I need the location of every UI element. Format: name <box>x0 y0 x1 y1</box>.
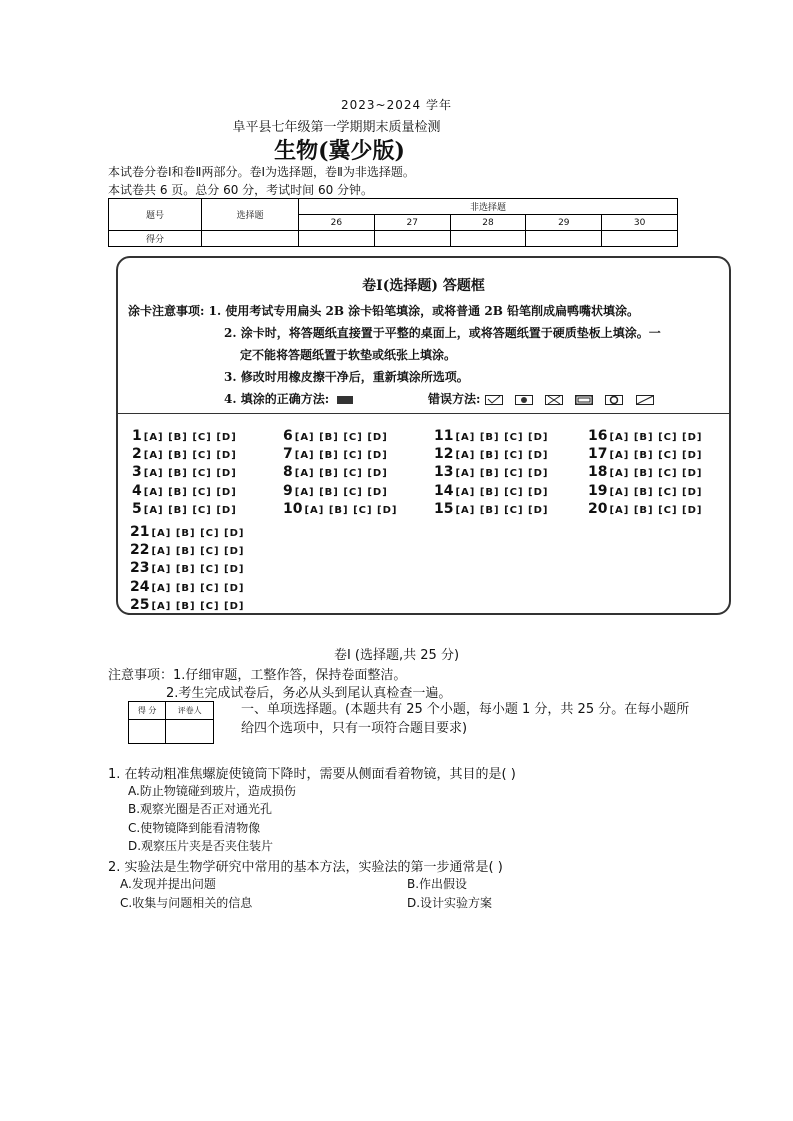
answer-options[interactable]: [A] [B] [C] [D] <box>143 468 237 480</box>
answer-row-1[interactable] <box>132 428 237 444</box>
notice-1: 注意事项：1.仔细审题，工整作答，保持卷面整洁。 <box>108 668 407 683</box>
question-1-option-b[interactable]: B.观察光圈是否正对通光孔 <box>128 802 273 816</box>
answer-number: 1 <box>132 428 142 444</box>
answer-row-13[interactable] <box>434 464 549 480</box>
answer-options[interactable]: [A] [B] [C] [D] <box>294 432 388 443</box>
answer-sheet-box <box>116 256 731 615</box>
answer-options[interactable]: [A] [B] [C] [D] <box>609 486 703 498</box>
score-col-number: 30 <box>602 215 678 231</box>
answer-options[interactable]: [A] [B] [C] [D] <box>609 468 703 480</box>
question-2-stem: 2. 实验法是生物学研究中常用的基本方法，实验法的第一步通常是( ) <box>108 860 503 875</box>
answer-row-23[interactable] <box>130 560 245 576</box>
answer-number: 24 <box>130 578 150 595</box>
answer-number: 7 <box>283 446 293 463</box>
answer-number: 6 <box>283 428 293 444</box>
note-2a: 2. 涂卡时，将答题纸直接置于平整的桌面上，或将答题纸置于硬质垫板上填涂。一 <box>224 326 661 340</box>
answer-options[interactable]: [A] [B] [C] [D] <box>609 504 703 516</box>
grader-table <box>128 701 214 744</box>
answer-options[interactable]: [A] [B] [C] [D] <box>151 528 245 539</box>
score-cell[interactable] <box>202 231 299 247</box>
answer-number: 16 <box>588 428 608 444</box>
answer-number: 15 <box>434 500 454 517</box>
answer-number: 18 <box>588 464 608 481</box>
score-col-number: 27 <box>374 215 450 231</box>
answer-options[interactable]: [A] [B] [C] [D] <box>455 486 549 498</box>
answer-row-25[interactable] <box>130 597 245 613</box>
answer-number: 11 <box>434 428 454 444</box>
cross-mark-icon <box>545 395 563 405</box>
answer-options[interactable]: [A] [B] [C] [D] <box>304 504 398 516</box>
question-2-option-c[interactable]: C.收集与问题相关的信息 <box>120 896 253 910</box>
answer-options[interactable]: [A] [B] [C] [D] <box>143 432 237 443</box>
answer-options[interactable]: [A] [B] [C] [D] <box>151 600 245 612</box>
question-2-option-a[interactable]: A.发现并提出问题 <box>120 877 216 891</box>
answer-row-4[interactable] <box>132 483 237 499</box>
answer-row-24[interactable] <box>130 579 245 595</box>
grader-name-header: 评卷人 <box>166 702 214 720</box>
answer-row-15[interactable] <box>434 501 549 517</box>
question-1-option-d[interactable]: D.观察压片夹是否夹住装片 <box>128 839 274 853</box>
answer-row-11[interactable] <box>434 428 549 444</box>
notice-2: 2.考生完成试卷后，务必从头到尾认真检查一遍。 <box>166 686 452 701</box>
answer-row-10[interactable] <box>283 501 398 517</box>
answer-row-14[interactable] <box>434 483 549 499</box>
note-3: 3. 修改时用橡皮擦干净后，重新填涂所选项。 <box>224 370 469 384</box>
score-col-number: 28 <box>450 215 526 231</box>
answer-options[interactable]: [A] [B] [C] [D] <box>455 468 549 480</box>
circle-fill-icon <box>605 395 623 405</box>
answer-row-9[interactable] <box>283 483 388 499</box>
answer-options[interactable]: [A] [B] [C] [D] <box>609 432 703 443</box>
answer-number: 14 <box>434 482 454 499</box>
note-4 <box>224 390 353 407</box>
score-cell[interactable] <box>299 231 375 247</box>
answer-number: 19 <box>588 482 608 499</box>
answer-options[interactable]: [A] [B] [C] [D] <box>151 564 245 576</box>
answer-number: 3 <box>132 464 142 481</box>
score-table <box>108 198 678 247</box>
answer-number: 5 <box>132 500 142 517</box>
wrong-label: 错误方法: <box>428 392 481 406</box>
answer-row-19[interactable] <box>588 483 703 499</box>
answer-options[interactable]: [A] [B] [C] [D] <box>151 582 245 594</box>
answer-number: 4 <box>132 482 142 499</box>
note-1: 1. 使用考试专用扁头 2B 涂卡铅笔填涂，或将普通 2B 铅笔削成扁鸭嘴状填涂。 <box>208 304 640 318</box>
answer-row-8[interactable] <box>283 464 388 480</box>
score-cell[interactable] <box>602 231 678 247</box>
score-col-number: 26 <box>299 215 375 231</box>
answer-number: 2 <box>132 446 142 463</box>
wrong-methods <box>428 390 662 407</box>
answer-options[interactable]: [A] [B] [C] [D] <box>455 450 549 462</box>
answer-options[interactable]: [A] [B] [C] [D] <box>143 450 237 462</box>
intro-line-2: 本试卷共 6 页。总分 60 分，考试时间 60 分钟。 <box>108 183 374 197</box>
answer-options[interactable]: [A] [B] [C] [D] <box>143 504 237 516</box>
part-one-instructions: 一、单项选择题。(本题共有 25 个小题，每小题 1 分，共 25 分。在每小题所给四个选项中，只有一项符合题目要求) <box>241 702 690 736</box>
question-1-stem: 1. 在转动粗准焦螺旋使镜筒下降时，需要从侧面看着物镜，其目的是( ) <box>108 767 516 782</box>
score-cell[interactable] <box>450 231 526 247</box>
question-1-option-a[interactable]: A.防止物镜碰到玻片，造成损伤 <box>128 784 296 798</box>
note-label-text: 涂卡注意事项: <box>128 304 205 318</box>
answer-options[interactable]: [A] [B] [C] [D] <box>455 432 549 443</box>
answer-number: 23 <box>130 560 150 577</box>
score-header-feixuanze: 非选择题 <box>299 199 678 215</box>
answer-options[interactable]: [A] [B] [C] [D] <box>151 546 245 558</box>
grader-score-header: 得 分 <box>129 702 166 720</box>
answer-row-20[interactable] <box>588 501 703 517</box>
answer-options[interactable]: [A] [B] [C] [D] <box>294 468 388 480</box>
answer-number: 25 <box>130 596 150 613</box>
section-title: 卷Ⅰ (选择题,共 25 分) <box>333 648 460 663</box>
score-row-defen: 得分 <box>109 231 202 247</box>
outline-fill-icon <box>575 395 593 405</box>
academic-year: 2023~2024 学年 <box>341 98 452 112</box>
answer-options[interactable]: [A] [B] [C] [D] <box>609 450 703 462</box>
answer-number: 10 <box>283 500 303 517</box>
correct-fill-icon <box>337 396 353 404</box>
intro-line-1: 本试卷分卷Ⅰ和卷Ⅱ两部分。卷Ⅰ为选择题，卷Ⅱ为非选择题。 <box>108 165 415 179</box>
grader-name-cell[interactable] <box>166 720 214 744</box>
answer-row-17[interactable] <box>588 446 703 462</box>
question-1-option-c[interactable]: C.使物镜降到能看清物像 <box>128 821 261 835</box>
answer-row-16[interactable] <box>588 428 703 444</box>
score-header-tihao: 题号 <box>109 199 202 231</box>
answer-box-divider <box>118 413 729 414</box>
answer-row-12[interactable] <box>434 446 549 462</box>
answer-number: 17 <box>588 446 608 463</box>
note-4-text: 4. 填涂的正确方法: <box>224 392 330 406</box>
check-mark-icon <box>485 395 503 405</box>
answer-row-21[interactable] <box>130 524 245 540</box>
answer-number: 8 <box>283 464 293 481</box>
slash-mark-icon <box>636 395 654 405</box>
answer-row-5[interactable] <box>132 501 237 517</box>
answer-number: 12 <box>434 446 454 463</box>
answer-number: 20 <box>588 500 608 517</box>
question-2-option-b[interactable]: B.作出假设 <box>407 877 468 891</box>
question-2-option-d[interactable]: D.设计实验方案 <box>407 896 493 910</box>
answer-row-6[interactable] <box>283 428 388 444</box>
answer-options[interactable]: [A] [B] [C] [D] <box>455 504 549 516</box>
score-header-xuanze: 选择题 <box>202 199 299 231</box>
note-label <box>128 302 639 319</box>
answer-options[interactable]: [A] [B] [C] [D] <box>294 486 388 498</box>
answer-number: 21 <box>130 524 150 540</box>
subject-title: 生物(冀少版) <box>274 138 405 164</box>
answer-number: 9 <box>283 482 293 499</box>
answer-row-3[interactable] <box>132 464 237 480</box>
note-2b: 定不能将答题纸置于软垫或纸张上填涂。 <box>240 348 457 362</box>
score-cell[interactable] <box>374 231 450 247</box>
answer-row-18[interactable] <box>588 464 703 480</box>
score-cell[interactable] <box>526 231 602 247</box>
score-col-number: 29 <box>526 215 602 231</box>
answer-box-title: 卷Ⅰ(选择题) 答题框 <box>362 278 485 294</box>
answer-number: 13 <box>434 464 454 481</box>
grader-score-cell[interactable] <box>129 720 166 744</box>
answer-options[interactable]: [A] [B] [C] [D] <box>143 486 237 498</box>
answer-row-22[interactable] <box>130 542 245 558</box>
answer-row-2[interactable] <box>132 446 237 462</box>
answer-number: 22 <box>130 542 150 559</box>
answer-row-7[interactable] <box>283 446 388 462</box>
answer-options[interactable]: [A] [B] [C] [D] <box>294 450 388 462</box>
exam-title: 阜平县七年级第一学期期末质量检测 <box>232 120 441 135</box>
dot-fill-icon <box>515 395 533 405</box>
